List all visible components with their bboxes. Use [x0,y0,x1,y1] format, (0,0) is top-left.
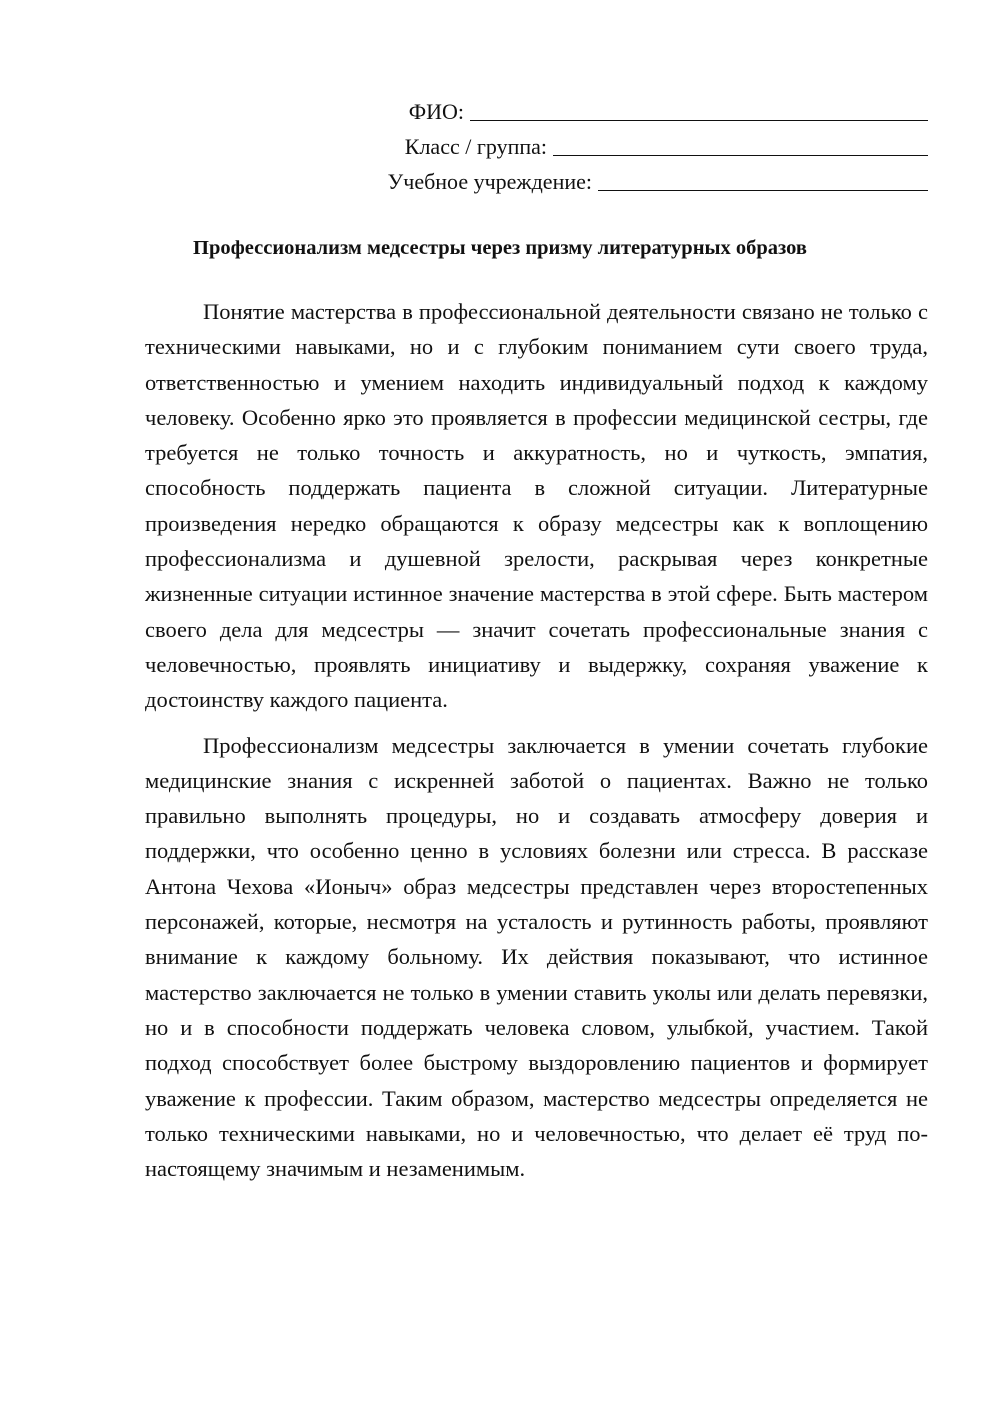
document-title: Профессионализм медсестры через призму литературных образов [193,237,807,259]
class-row [328,129,928,164]
student-info-block [328,94,928,199]
paragraph-1: Понятие мастерства в профессиональной деятельности связано не только с техническими навыками, но и с глубоким пониманием сути своего труда, ответственностью и умением находить индивидуальный подход к каждому человеку. Особенно ярко это проявляется в профессии медицинской сестры, где требуется не только точность и аккуратность, но и чуткость, эмпатия, способность поддержать пациента в сложной ситуации. Литературные произведения нередко обращаются к образу медсестры как к воплощению профессионализма и душевной зрелости, раскрывая через конкретные жизненные ситуации истинное значение мастерства в этой сфере. Быть мастером своего дела для медсестры — значит сочетать профессиональные знания с человечностью, проявлять инициативу и выдержку, сохраняя уважение к достоинству каждого пациента. [145,299,928,713]
document-body [145,294,928,1186]
school-label: Учебное учреждение: [387,169,592,194]
fio-blank-line [470,96,928,121]
school-row [328,164,928,199]
class-blank-line [553,131,928,156]
fio-label: ФИО: [408,99,464,124]
class-label: Класс / группа: [404,134,547,159]
fio-row [328,94,928,129]
paragraph-2: Профессионализм медсестры заключается в умении сочетать глубокие медицинские знания с искренней заботой о пациентах. Важно не только правильно выполнять процедуры, но и создавать атмосферу доверия и поддержки, что особенно ценно в условиях болезни или стресса. В рассказе Антона Чехова «Ионыч» образ медсестры представлен через второстепенных персонажей, которые, несмотря на усталость и рутинность работы, проявляют внимание к каждому больному. Их действия показывают, что истинное мастерство заключается не только в умении ставить уколы или делать перевязки, но и в способности поддержать человека словом, улыбкой, участием. Такой подход способствует более быстрому выздоровлению пациентов и формирует уважение к профессии. Таким образом, мастерство медсестры определяется не только техническими навыками, но и человечностью, что делает её труд по-настоящему значимым и незаменимым. [145,732,928,1182]
school-blank-line [598,166,928,191]
